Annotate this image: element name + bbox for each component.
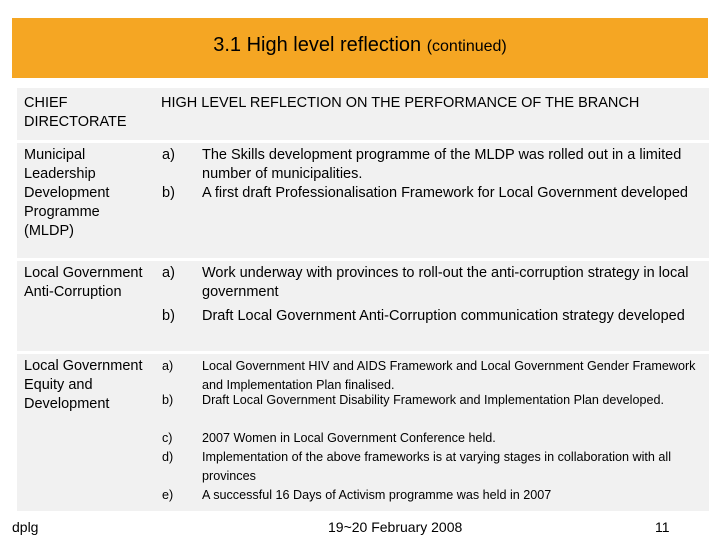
item-text: A first draft Professionalisation Framework for Local Government developed — [202, 185, 688, 201]
directorate-cell: Municipal Leadership Development Programme (MLDP) — [17, 143, 152, 258]
item-text: Local Government HIV and AIDS Framework and Local Government Gender Framework and Implementation Plan finalised. — [202, 359, 696, 392]
item-text: 2007 Women in Local Government Conference held. — [202, 431, 496, 445]
table-row — [17, 143, 709, 258]
reflection-cell — [152, 143, 709, 258]
item-text: Implementation of the above frameworks is at varying stages in collaboration with all provinces — [202, 450, 672, 483]
item-letter: a) — [162, 147, 175, 163]
item-letter: e) — [162, 488, 174, 502]
reflection-table — [17, 88, 709, 511]
item-letter: b) — [162, 393, 174, 407]
item-letter: a) — [162, 265, 175, 281]
slide-title-main: 3.1 High level reflection — [213, 34, 422, 56]
directorate-cell: Local Government Anti-Corruption — [17, 261, 152, 351]
reflection-cell — [152, 354, 709, 511]
table-row — [17, 261, 709, 351]
item-letter: d) — [162, 450, 174, 464]
footer-organisation: dplg — [12, 519, 39, 535]
item-text: The Skills development programme of the MLDP was rolled out in a limited number of municipalities. — [202, 147, 682, 182]
item-text: Work underway with provinces to roll-out the anti-corruption strategy in local government — [202, 265, 689, 300]
table-header-row — [17, 88, 709, 140]
item-letter: a) — [162, 359, 174, 373]
item-text: A successful 16 Days of Activism programme was held in 2007 — [202, 488, 552, 502]
directorate-cell: Local Government Equity and Development — [17, 354, 152, 511]
slide-title-suffix: (continued) — [426, 38, 507, 55]
header-chief-directorate: CHIEF DIRECTORATE — [17, 88, 152, 140]
slide-title — [12, 34, 708, 57]
footer-date: 19~20 February 2008 — [328, 519, 463, 535]
footer-page-number: 11 — [655, 519, 670, 535]
item-text: Draft Local Government Disability Framework and Implementation Plan developed. — [202, 393, 664, 407]
reflection-cell — [152, 261, 709, 351]
item-letter: b) — [162, 185, 175, 201]
item-letter: b) — [162, 308, 175, 324]
item-letter: c) — [162, 431, 173, 445]
table-row — [17, 354, 709, 511]
header-reflection: HIGH LEVEL REFLECTION ON THE PERFORMANCE OF THE BRANCH — [152, 88, 709, 140]
item-text: Draft Local Government Anti-Corruption communication strategy developed — [202, 308, 685, 324]
